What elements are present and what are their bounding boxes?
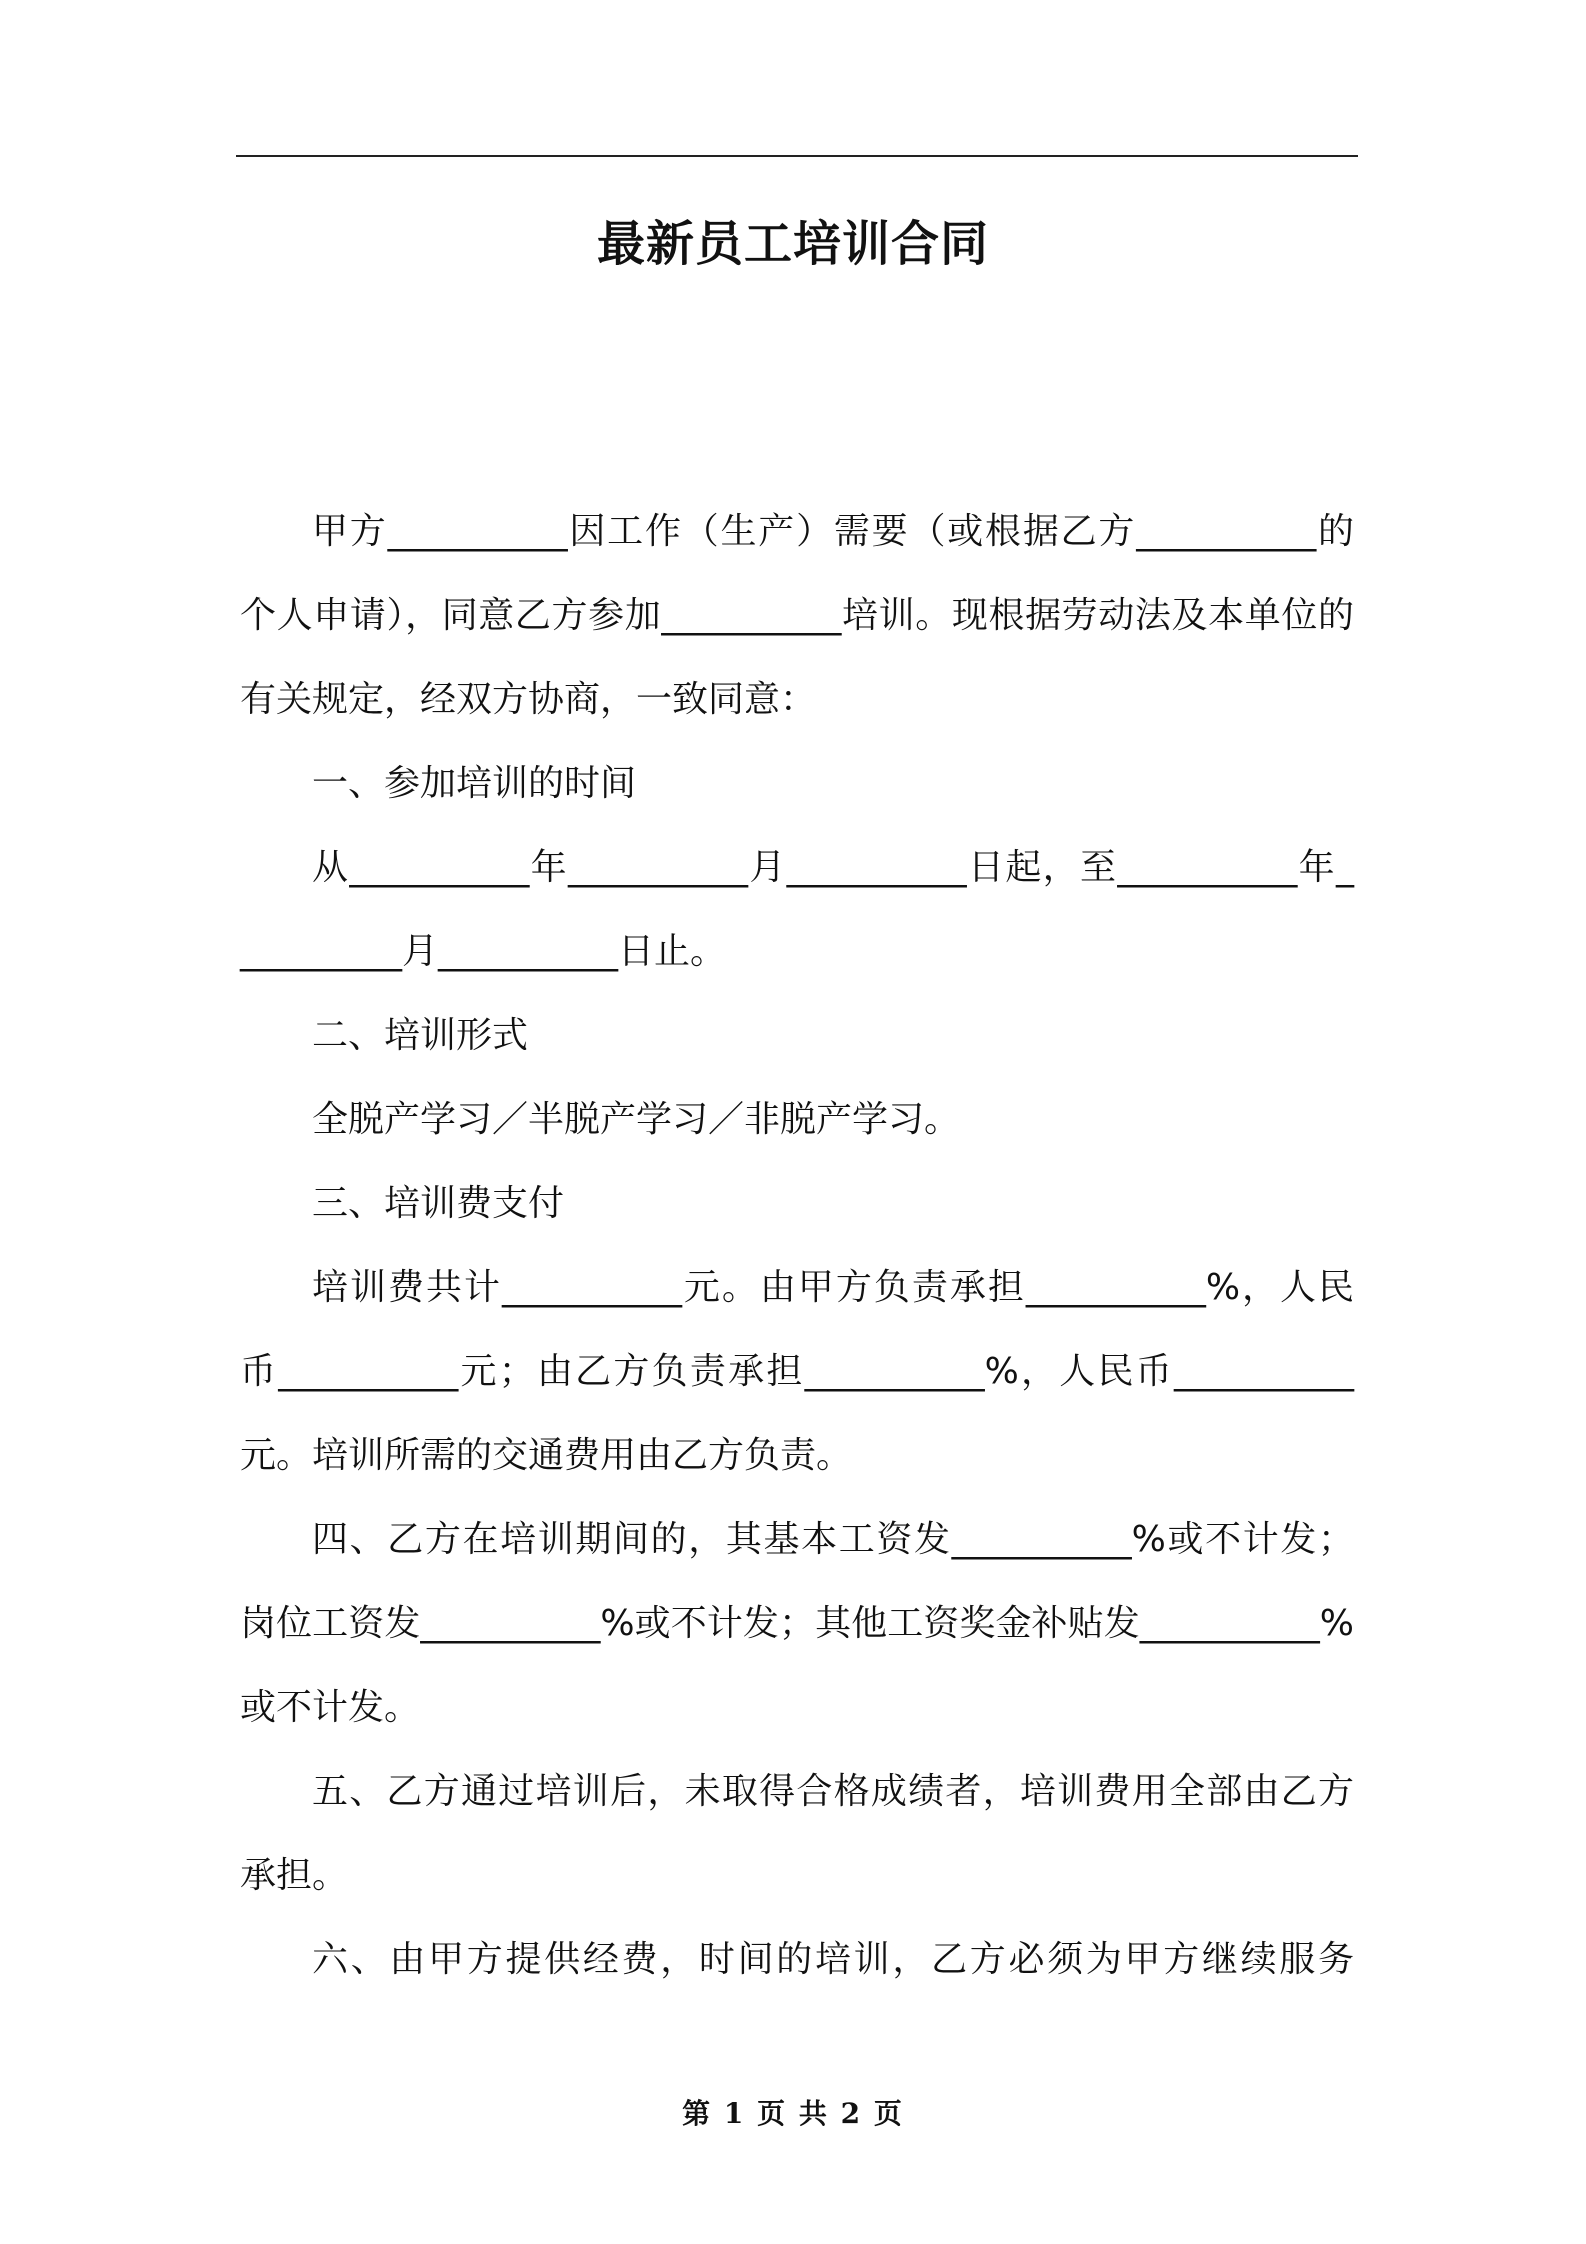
paragraph-training-time: 从__________年__________月__________日起，至__________年__________月__________日止。 (240, 847, 1354, 972)
page-footer: 第 1 页 共 2 页 (682, 2097, 904, 2130)
section-heading-3: 三、培训费支付 (312, 1183, 565, 1224)
section-heading-1: 一、参加培训的时间 (312, 763, 637, 804)
paragraph-failed-training: 五、乙方通过培训后，未取得合格成绩者，培训费用全部由乙方承担。 (240, 1771, 1354, 1896)
paragraph-wages: 四、乙方在培训期间的，其基本工资发__________%或不计发；岗位工资发__________%或不计发；其他工资奖金补贴发__________%或不计发。 (240, 1519, 1354, 1728)
document-body (240, 490, 1354, 2002)
header-rule (236, 155, 1358, 157)
section-heading-2: 二、培训形式 (312, 1015, 529, 1056)
document-title: 最新员工培训合同 (596, 216, 989, 272)
paragraph-service-obligation: 六、由甲方提供经费，时间的培训，乙方必须为甲方继续服务 (312, 1939, 1354, 1980)
paragraph-training-form: 全脱产学习／半脱产学习／非脱产学习。 (312, 1099, 961, 1140)
paragraph-training-fee: 培训费共计__________元。由甲方负责承担__________%，人民币__________元；由乙方负责承担__________%，人民币__________元。培训所需的交通费用由乙方负责。 (240, 1267, 1354, 1476)
paragraph-intro: 甲方__________因工作（生产）需要（或根据乙方__________的个人申请），同意乙方参加__________培训。现根据劳动法及本单位的有关规定，经双方协商，一致同意： (240, 511, 1354, 720)
